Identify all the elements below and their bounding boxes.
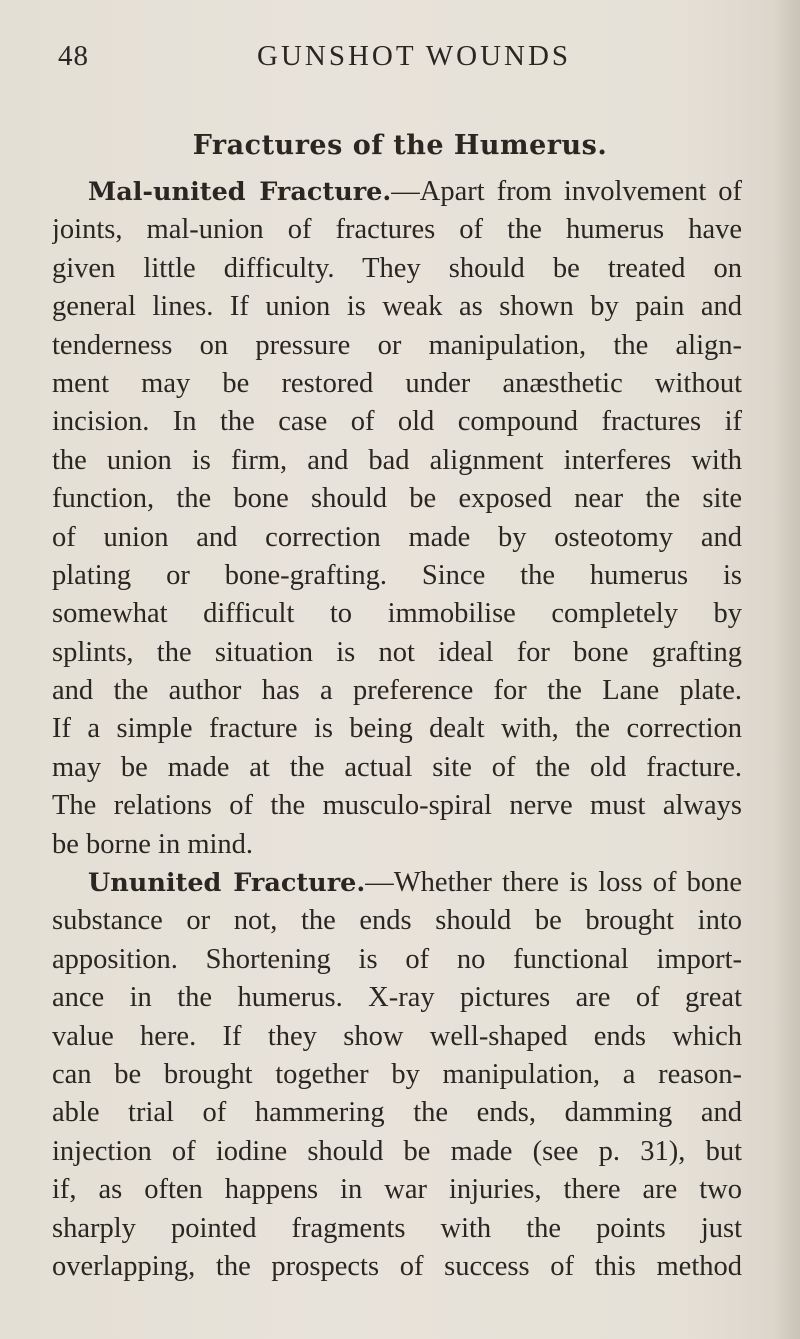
text-line: ment may be restored under anæsthetic without (52, 367, 742, 399)
body-text (52, 173, 742, 1286)
text-line: apposition. Shortening is of no functional import- (52, 943, 742, 975)
running-head (50, 40, 750, 80)
text-line: Mal-united Fracture.—Apart from involvement of (88, 176, 742, 207)
text-line: incision. In the case of old compound fractures if (52, 406, 742, 438)
page-number: 48 (58, 40, 89, 72)
text-line: the union is firm, and bad alignment interferes with (52, 444, 742, 476)
running-title: GUNSHOT WOUNDS (257, 40, 572, 72)
text-line: overlapping, the prospects of success of this method (52, 1250, 742, 1282)
text-line: injection of iodine should be made (see p. 31), but (52, 1135, 742, 1167)
run-in-heading: Mal-united Fracture. (88, 177, 392, 207)
page-edge-shadow (772, 0, 800, 1339)
text-line: substance or not, the ends should be brought into (52, 905, 742, 937)
text-line: The relations of the musculo-spiral nerve must always (52, 790, 742, 822)
text-line: general lines. If union is weak as shown by pain and (52, 291, 742, 323)
text-line: function, the bone should be exposed near the site (52, 483, 742, 515)
text-line: may be made at the actual site of the old fracture. (52, 751, 742, 783)
text-line: If a simple fracture is being dealt with, the correction (52, 713, 742, 745)
section-title: Fractures of the Humerus. (192, 130, 608, 161)
text-line: of union and correction made by osteotomy and (52, 521, 742, 553)
text-line: if, as often happens in war injuries, there are two (52, 1174, 742, 1206)
text-line: Ununited Fracture.—Whether there is loss of bone (88, 867, 742, 899)
text-line: joints, mal-union of fractures of the humerus have (52, 214, 742, 246)
text-line: splints, the situation is not ideal for bone grafting (52, 636, 742, 668)
text-line: value here. If they show well-shaped ends which (52, 1020, 742, 1052)
text-line: and the author has a preference for the Lane plate. (52, 675, 742, 707)
text-line: tenderness on pressure or manipulation, the align- (52, 329, 742, 361)
text-line: plating or bone-grafting. Since the humerus is (52, 559, 742, 591)
text-line: able trial of hammering the ends, damming and (52, 1097, 742, 1129)
text-line: can be brought together by manipulation, a reason- (52, 1058, 742, 1090)
text-line: ance in the humerus. X-ray pictures are of great (52, 982, 742, 1014)
text-line: given little difficulty. They should be treated on (52, 252, 742, 284)
text-line: be borne in mind. (52, 828, 254, 860)
run-in-heading: Ununited Fracture. (88, 868, 366, 899)
text-line: sharply pointed fragments with the points just (52, 1212, 742, 1244)
text-line: somewhat difficult to immobilise completely by (52, 598, 742, 630)
